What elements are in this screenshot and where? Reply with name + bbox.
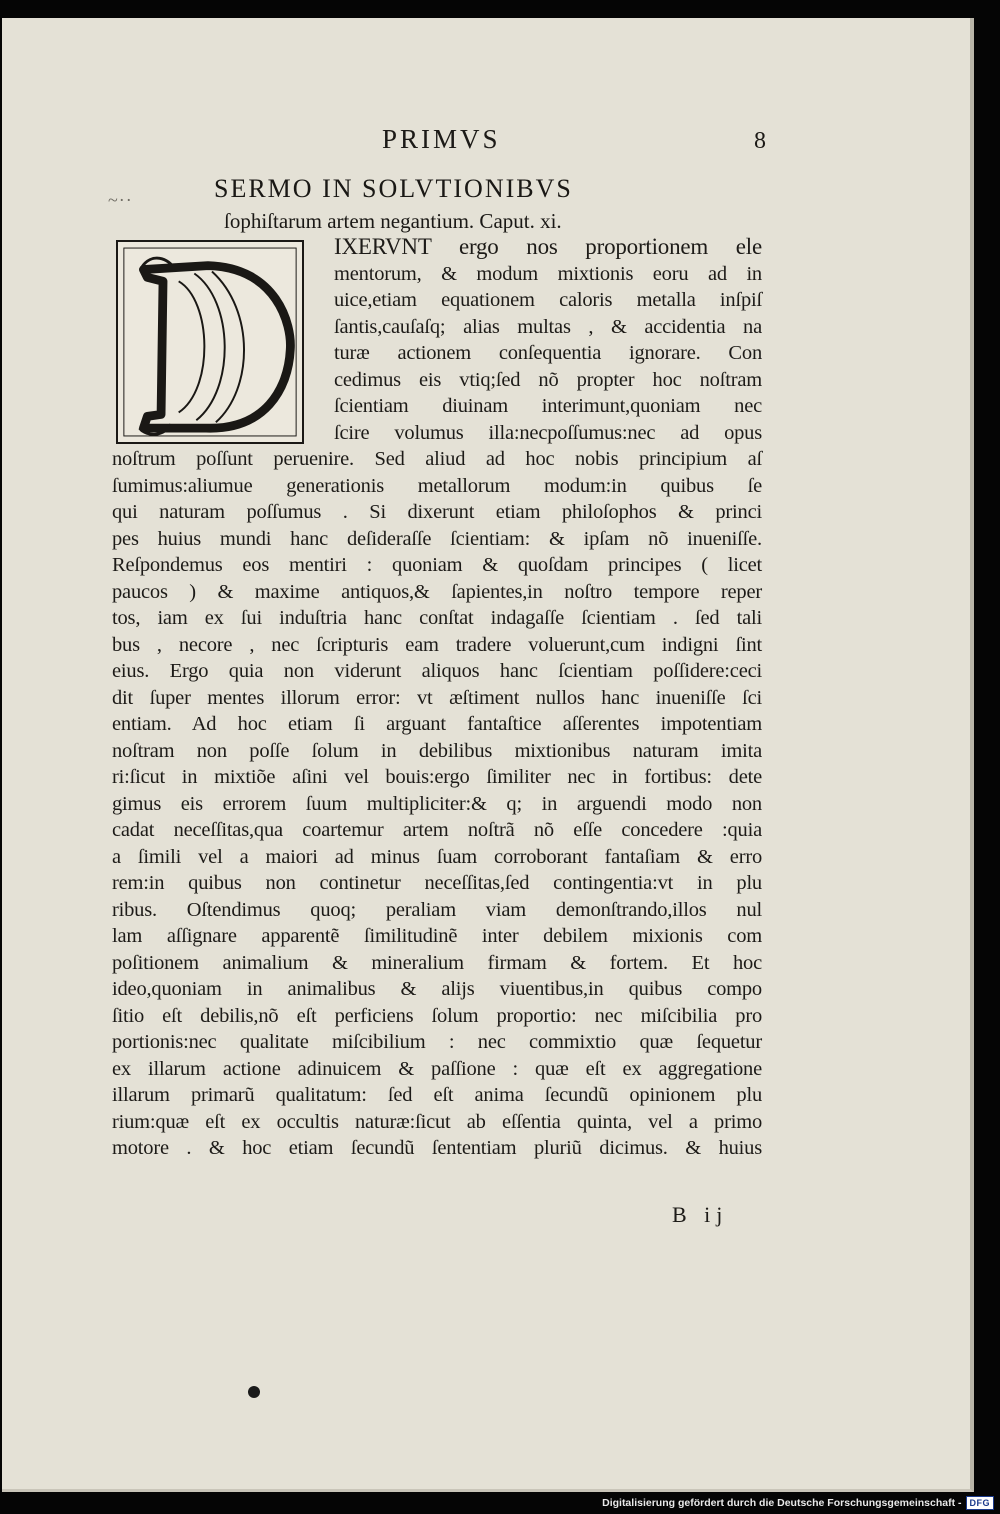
ink-dot	[248, 1386, 260, 1398]
text-line: ſumimus:aliumue generationis metallorum modum:in quibus ſe	[112, 474, 762, 497]
text-line: paucos ) & maxime antiquos,& ſapientes,in noſtro tempore reper	[112, 580, 762, 603]
catchword: B ij	[672, 1202, 729, 1227]
book-page	[2, 18, 974, 1492]
text-line: tos, iam ex ſui induſtria hanc conſtat indagaſſe ſcientiam . ſed tali	[112, 607, 762, 629]
footer-text: Digitalisierung gefördert durch die Deutsche Forschungsgemeinschaft -	[602, 1497, 962, 1509]
text-line: mentorum, & modum mixtionis eoru ad in	[334, 262, 762, 285]
text-line: noſtrum poſſunt peruenire. Sed aliud ad hoc nobis principium aſ	[112, 448, 762, 470]
text-line: motore . & hoc etiam ſecundũ ſententiam pluriũ dicimus. & huius	[112, 1137, 762, 1159]
text-line: rem:in quibus non continetur neceſſitas,ſed contingentia:vt in plu	[112, 872, 762, 894]
text-line: qui naturam poſſumus . Si dixerunt etiam philoſophos & princi	[112, 501, 762, 523]
text-line: illarum primarũ qualitatum: ſed eſt anima ſecundũ opinionem plu	[112, 1084, 762, 1106]
text-line: cadat neceſſitas,qua coartemur artem noſtrã nõ eſſe concedere :quia	[112, 819, 762, 841]
text-line: gimus eis errorem ſuum multipliciter:& q; in arguendi modo non	[112, 792, 762, 815]
text-line: ſitio eſt debilis,nõ eſt perficiens ſolum proportio: nec miſcibilia pro	[112, 1004, 762, 1027]
text-line: ribus. Oſtendimus quoq; peraliam viam demonſtrando,illos nul	[112, 898, 762, 921]
body-text	[2, 18, 974, 1418]
text-line: ideo,quoniam in animalibus & alijs viuentibus,in quibus compo	[112, 978, 762, 1000]
text-line: dit ſuper mentes illorum error: vt æſtiment nullos hanc inueniſſe ſci	[112, 686, 762, 709]
text-line: eius. Ergo quia non viderunt aliquos hanc ſcientiam poſſidere:ceci	[112, 660, 762, 682]
digitization-footer	[602, 1494, 994, 1512]
text-line: lam aſſignare apparentẽ ſimilitudinẽ inter debilem mixionis com	[112, 925, 762, 947]
text-line: IXERVNT ergo nos proportionem ele	[334, 234, 762, 259]
running-head: PRIMVS	[382, 124, 501, 154]
ornament-mark: ~··	[108, 190, 133, 210]
text-line: uice,etiam equationem caloris metalla inſpiſ	[334, 289, 762, 311]
text-line: turæ actionem conſequentia ignorare. Con	[334, 342, 762, 364]
text-line: cedimus eis vtiq;ſed nõ propter hoc noſtram	[334, 368, 762, 391]
text-line: ſantis,cauſaſq; alias multas , & accidentia na	[334, 315, 762, 338]
folio-number: 8	[754, 128, 766, 154]
text-line: ſcire volumus illa:necpoſſumus:nec ad opus	[334, 421, 762, 444]
text-line: rium:quæ eſt ex occultis naturæ:ſicut ab eſſentia quinta, vel a primo	[112, 1110, 762, 1133]
text-line: ex illarum actione adinuicem & paſſione : quæ eſt ex aggregatione	[112, 1057, 762, 1080]
text-line: ri:ſicut in mixtiõe aſini vel bouis:ergo ſimiliter nec in fortibus: dete	[112, 766, 762, 788]
text-line: ſcientiam diuinam interimunt,quoniam nec	[334, 395, 762, 417]
text-line: poſitionem animalium & mineralium firmam & fortem. Et hoc	[112, 951, 762, 974]
chapter-subheading: ſophiſtarum artem negantium. Caput. xi.	[224, 209, 562, 233]
text-line: pes huius mundi hanc deſideraſſe ſcientiam: & ipſam nõ inueniſſe.	[112, 527, 762, 550]
chapter-heading: SERMO IN SOLVTIONIBVS	[214, 174, 573, 203]
text-line: Reſpondemus eos mentiri : quoniam & quoſdam principes ( licet	[112, 554, 762, 576]
text-line: entiam. Ad hoc etiam ſi arguant fantaſtice aſſerentes impotentiam	[112, 713, 762, 735]
text-line: bus , necore , nec ſcripturis eam tradere voluerunt,cum indigni ſint	[112, 633, 762, 656]
dfg-logo: DFG	[966, 1496, 995, 1510]
text-line: portionis:nec qualitate miſcibilium : nec commixtio quæ ſequetur	[112, 1031, 762, 1053]
text-line: noſtram non poſſe ſolum in debilibus mixtionibus naturam imita	[112, 739, 762, 762]
text-line: a ſimili vel a maiori ad minus ſuam corroborant fantaſiam & erro	[112, 845, 762, 868]
